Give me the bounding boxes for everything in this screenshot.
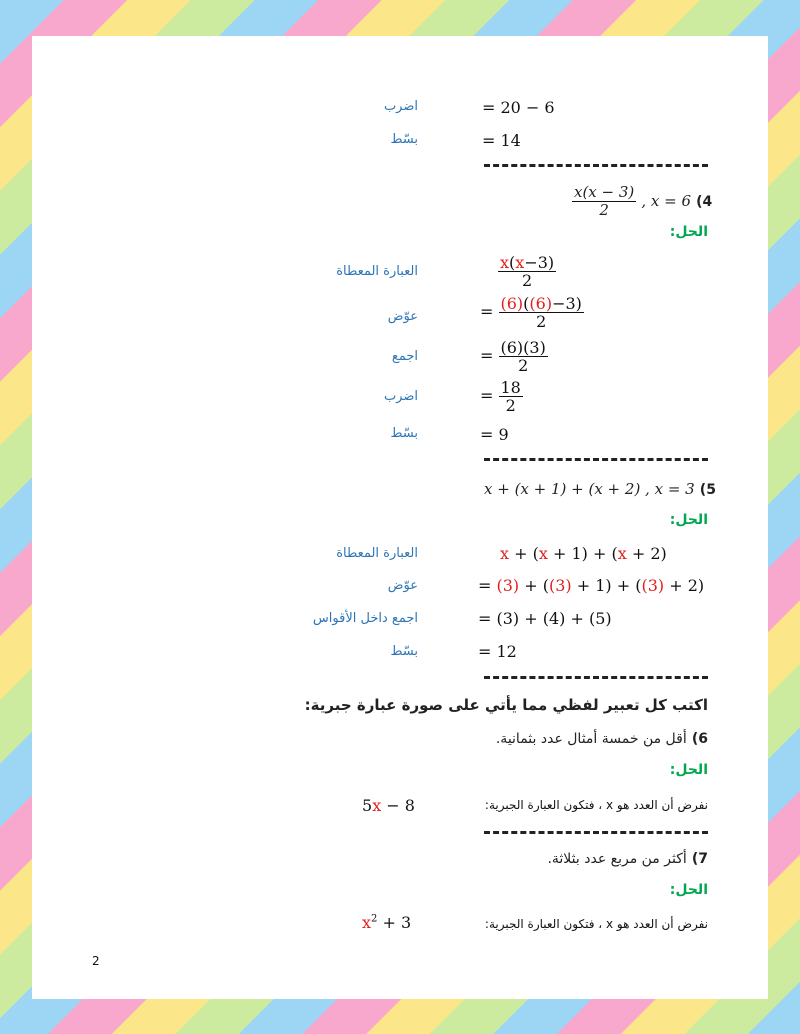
solution-label-6: الحل: (669, 762, 708, 778)
p5-given-label: العبارة المعطاة (336, 546, 418, 561)
p5-given-expr: x + (x + 1) + (x + 2) (500, 544, 667, 563)
solution-label-5: الحل: (669, 512, 708, 528)
problem-7-text: أكثر من مربع عدد بثلاثة. (547, 851, 687, 867)
p7-answer-expr: $x^2 + 3$ (362, 913, 412, 932)
worksheet-page (32, 36, 768, 999)
separator (484, 458, 708, 461)
problem-4-number: (4 (696, 194, 713, 210)
problem-7-number: 7) (691, 851, 708, 867)
p4-sub-expr: = $\frac{(6)((6)-3)}{2}$ (480, 294, 582, 331)
p4-sub-label: عوّض (387, 309, 418, 324)
page-number: 2 (92, 954, 100, 968)
p5-sub-expr: = (3) + ((3) + 1) + ((3) + 2) (478, 576, 705, 595)
p4-mul-label: اضرب (383, 389, 418, 404)
problem-5-number: (5 (699, 482, 716, 498)
problem-4 (572, 184, 712, 219)
step-expr-simplify: = 14 (482, 131, 521, 150)
problem-5 (484, 479, 716, 498)
p4-add-label: اجمع (391, 349, 418, 364)
p4-simp-label: بسّط (390, 426, 418, 441)
p5-inner-expr: = (3) + (4) + (5) (478, 609, 612, 628)
problem-4-condition: , x = 6 (641, 192, 692, 210)
p4-simp-expr: = 9 (480, 425, 509, 444)
problem-7 (547, 848, 708, 867)
p5-inner-label: اجمع داخل الأقواس (312, 611, 418, 626)
problem-6-number: 6) (691, 731, 708, 747)
p5-simp-label: بسّط (390, 644, 418, 659)
separator (484, 831, 708, 834)
step-label-simplify: بسّط (390, 132, 418, 147)
problem-6 (496, 728, 708, 747)
step-label-multiply: اضرب (383, 99, 418, 114)
solution-label-7: الحل: (669, 882, 708, 898)
p5-simp-expr: = 12 (478, 642, 517, 661)
instruction-heading: اكتب كل تعبير لفظي مما يأتي على صورة عبارة جبرية: (304, 696, 708, 714)
p4-given-label: العبارة المعطاة (336, 264, 418, 279)
problem-5-expr: x + (x + 1) + (x + 2) , x = 3 (484, 480, 695, 498)
p4-add-expr: = $\frac{(6)(3)}{2}$ (480, 338, 546, 375)
step-expr-multiply: = 20 − 6 (482, 98, 555, 117)
p4-given-expr: $\frac{x(x-3)}{2}$ (500, 253, 555, 290)
p5-sub-label: عوّض (387, 578, 418, 593)
problem-6-text: أقل من خمسة أمثال عدد بثمانية. (495, 731, 687, 747)
problem-4-fraction: $\frac{x(x - 3)}{2}$ (574, 183, 635, 219)
p4-mul-expr: = $\frac{18}{2}$ (480, 378, 521, 415)
separator (484, 164, 708, 167)
p7-answer-text: نفرض أن العدد هو x ، فتكون العبارة الجبرية: (484, 917, 708, 931)
solution-label-4: الحل: (669, 224, 708, 240)
separator (484, 676, 708, 679)
p6-answer-text: نفرض أن العدد هو x ، فتكون العبارة الجبرية: (484, 798, 708, 812)
p6-answer-expr: 5x − 8 (362, 796, 415, 815)
